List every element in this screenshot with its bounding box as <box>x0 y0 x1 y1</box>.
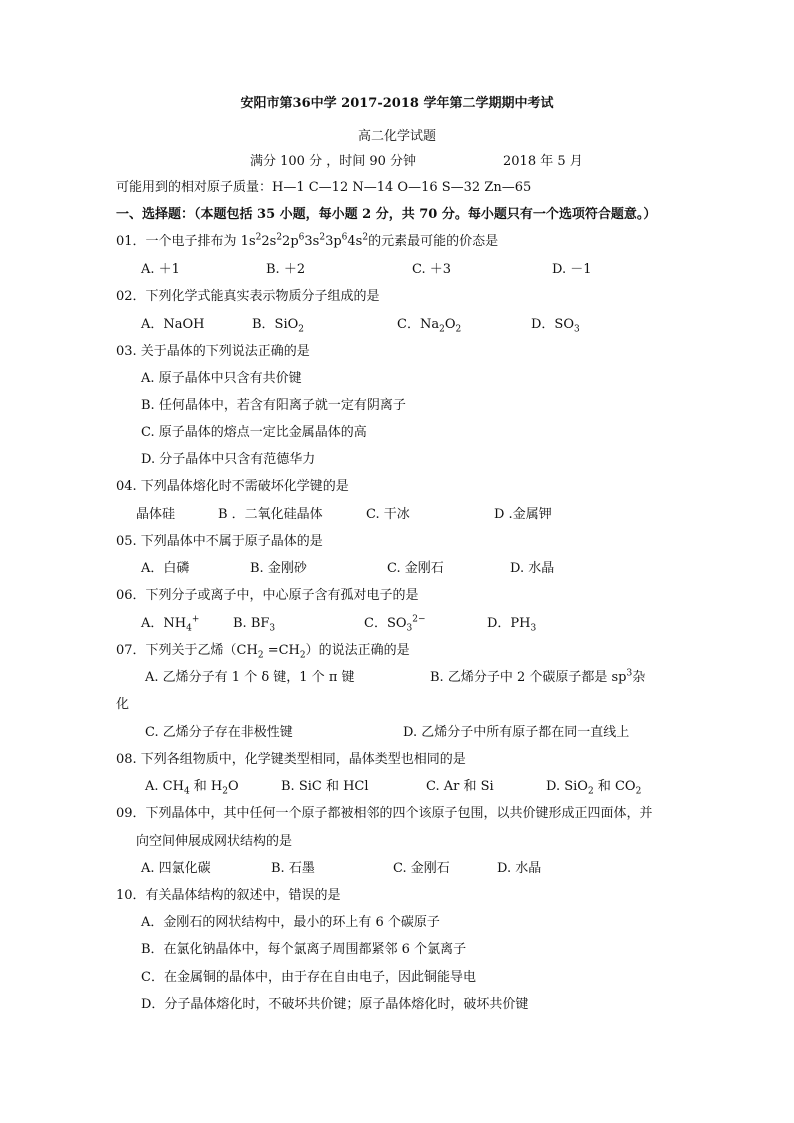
question-05-option-a: A．白磷 <box>141 561 190 576</box>
question-01-option-c: C. ＋3 <box>412 262 452 277</box>
question-01-option-b: B. ＋2 <box>266 262 306 277</box>
question-09-stem-line2: 向空间伸展成网状结构的是 <box>136 834 293 849</box>
question-08-option-d: D. SiO$_2$ 和 $CO_2$ <box>546 779 642 797</box>
question-01-option-a: A. ＋1 <box>141 262 180 277</box>
atomic-masses: 可能用到的相对原子质量：H—1 C—12 N—14 O—16 S—32 Zn—65 <box>116 180 532 195</box>
question-06-option-b: B. $BF_3$ <box>233 616 276 634</box>
question-09-stem-line1: 09．下列晶体中，其中任何一个原子都被相邻的四个该原子包围，以共价键形成正四面体，并 <box>116 806 653 821</box>
question-09-option-d: D. 水晶 <box>497 861 542 876</box>
question-01-option-d: D. －1 <box>552 262 592 277</box>
question-04-option-b: B ．二氧化硅晶体 <box>218 507 323 522</box>
question-03-option-c: C. 原子晶体的熔点一定比金属晶体的高 <box>141 425 367 440</box>
question-04-option-c: C. 干冰 <box>366 507 410 522</box>
question-10-option-a: A．金刚石的网状结构中，最小的环上有 6 个碳原子 <box>141 915 440 930</box>
section-heading: 一、选择题：（本题包括 35 小题，每小题 2 分，共 70 分。每小题只有一个选项符合题意。） <box>116 207 657 222</box>
question-04-option-a: 晶体硅 <box>136 507 176 522</box>
exam-title: 安阳市第36中学 2017-2018 学年第二学期期中考试 <box>240 96 554 111</box>
question-02-option-b: B．SiO$_2$ <box>252 317 305 335</box>
question-08-stem: 08. 下列各组物质中，化学键类型相同，晶体类型也相同的是 <box>116 752 466 767</box>
question-02-option-a: A．NaOH <box>141 317 205 332</box>
question-09-option-b: B. 石墨 <box>271 861 315 876</box>
question-06-option-a: A．$NH_4^+$ <box>141 614 200 634</box>
question-10-option-b: B．在氯化钠晶体中，每个氯离子周围都紧邻 6 个氯离子 <box>141 942 467 957</box>
question-10-stem: 10．有关晶体结构的叙述中，错误的是 <box>116 888 341 903</box>
question-06-stem: 06．下列分子或离子中，中心原子含有孤对电子的是 <box>116 588 419 603</box>
question-05-stem: 05. 下列晶体中不属于原子晶体的是 <box>116 534 323 549</box>
question-03-option-a: A. 原子晶体中只含有共价键 <box>141 371 302 386</box>
question-08-option-b: B. SiC 和 HCl <box>281 779 369 794</box>
question-03-option-b: B. 任何晶体中，若含有阳离子就一定有阴离子 <box>141 398 406 413</box>
question-07-stem: 07．下列关于乙烯$(CH_2 =CH_2)$的说法正确的是 <box>116 643 410 661</box>
question-02-stem: 02．下列化学式能真实表示物质分子组成的是 <box>116 289 380 304</box>
question-02-option-c: C．$Na_2O_2$ <box>397 317 462 335</box>
question-10-option-c: C．在金属铜的晶体中，由于存在自由电子，因此铜能导电 <box>141 970 476 985</box>
exam-date: 2018 年 5 月 <box>503 154 583 169</box>
question-05-option-c: C. 金刚石 <box>387 561 444 576</box>
exam-subtitle: 高二化学试题 <box>357 129 436 144</box>
question-07-option-b-continued: 化 <box>116 697 130 712</box>
question-09-option-c: C. 金刚石 <box>393 861 450 876</box>
question-07-option-c: C. 乙烯分子存在非极性键 <box>145 725 293 740</box>
question-08-option-c: C. Ar 和 Si <box>426 779 494 794</box>
question-07-option-b: B. 乙烯分子中 2 个碳原子都是 $sp^3$杂 <box>430 668 646 685</box>
question-08-option-a: A. $CH_4$ 和 $H_2O$ <box>145 779 239 797</box>
question-05-option-d: D. 水晶 <box>510 561 555 576</box>
question-03-option-d: D. 分子晶体中只含有范德华力 <box>141 452 316 467</box>
score-time: 满分 100 分 ，时间 90 分钟 <box>250 154 417 169</box>
question-10-option-d: D．分子晶体熔化时，不破坏共价键；原子晶体熔化时，破坏共价键 <box>141 997 529 1012</box>
question-03-stem: 03. 关于晶体的下列说法正确的是 <box>116 344 310 359</box>
question-04-stem: 04. 下列晶体熔化时不需破坏化学键的是 <box>116 479 349 494</box>
question-04-option-d: D .金属钾 <box>494 507 552 522</box>
question-06-option-c: C．$SO_3^{2-}$ <box>364 614 426 634</box>
question-09-option-a: A. 四氯化碳 <box>141 861 211 876</box>
question-07-option-d: D. 乙烯分子中所有原子都在同一直线上 <box>403 725 630 740</box>
question-05-option-b: B. 金刚砂 <box>250 561 307 576</box>
question-01-stem: 01．一个电子排布为 $1s^22s^22p^63s^23p^64s^2$的元素最可能的价态是 <box>116 232 499 249</box>
question-02-option-d: D．$SO_3$ <box>531 317 580 335</box>
question-07-option-a: A. 乙烯分子有 1 个 δ 键，1 个 π 键 <box>145 670 355 685</box>
question-06-option-d: D．$PH_3$ <box>487 616 537 634</box>
